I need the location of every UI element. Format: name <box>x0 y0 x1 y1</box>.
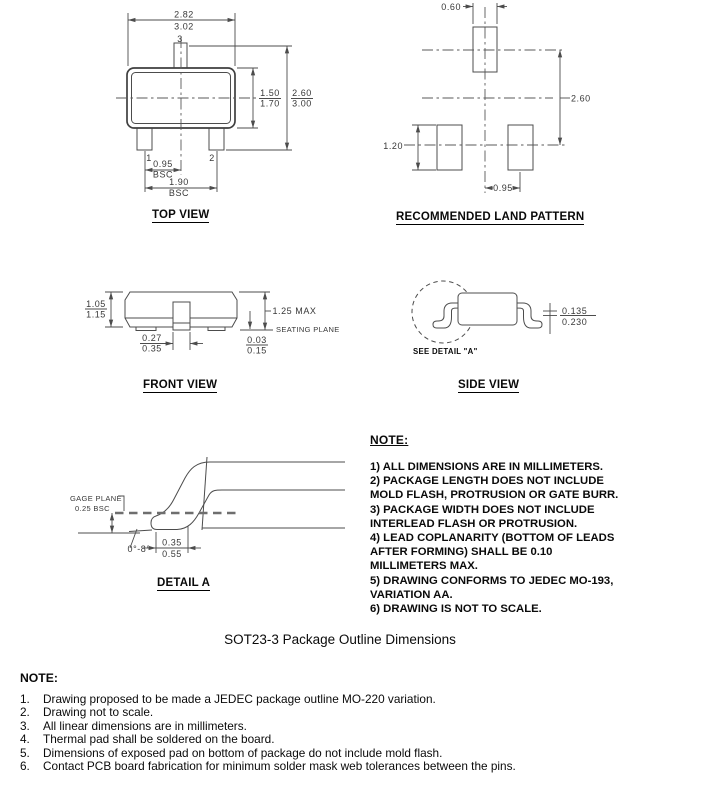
dim-top-width-nom: 2.82 <box>174 9 194 20</box>
drawing-notes-heading: NOTE: <box>370 433 409 447</box>
dim-lp-row-spacing: 2.60 <box>571 93 591 104</box>
pin3-number: 3 <box>177 34 183 44</box>
page-note-item <box>20 693 690 706</box>
top-view-label: TOP VIEW <box>152 209 210 221</box>
drawing-note-item: 3) PACKAGE WIDTH DOES NOT INCLUDE INTERLEAD FLASH OR PROTRUSION. <box>370 503 595 530</box>
dim-lead-angle: 0°-8° <box>127 544 151 554</box>
page-title: SOT23-3 Package Outline Dimensions <box>224 632 456 647</box>
side-view-label: SIDE VIEW <box>458 379 520 391</box>
page-note-item <box>20 720 690 733</box>
page-notes-list <box>20 693 690 773</box>
seating-plane-label: SEATING PLANE <box>276 325 340 334</box>
dim-standoff-min: 0.03 <box>247 335 267 345</box>
drawing-note-item: 2) PACKAGE LENGTH DOES NOT INCLUDE MOLD FLASH, PROTRUSION OR GATE BURR. <box>370 475 619 502</box>
drawing-note-item: 4) LEAD COPLANARITY (BOTTOM OF LEADS AFTER FORMING) SHALL BE 0.10 MILLIMETERS MAX. <box>370 532 615 573</box>
drawing-note-item: 5) DRAWING CONFORMS TO JEDEC MO-193, VARIATION AA. <box>370 574 614 601</box>
detail-a-label: DETAIL A <box>157 577 211 589</box>
dim-body-len-min: 1.50 <box>260 88 280 98</box>
page-note-text: All linear dimensions are in millimeters. <box>43 718 247 733</box>
dim-lp-pad-height: 1.20 <box>383 141 403 151</box>
land-pattern-label: RECOMMENDED LAND PATTERN <box>396 211 585 223</box>
page-note-item <box>20 706 690 719</box>
page-note-item <box>20 760 690 773</box>
dim-foot-min: 0.35 <box>162 537 182 548</box>
dim-body-h-max: 1.15 <box>86 309 106 320</box>
page-note-number: 4. <box>20 732 30 747</box>
dim-lp-pad-width: 0.60 <box>441 2 461 12</box>
detail-a-drawing <box>70 457 345 559</box>
pin1-number: 1 <box>146 153 152 163</box>
page-note-text: Contact PCB board fabrication for minimum solder mask web tolerances between the pins. <box>43 759 516 774</box>
page-note-text: Thermal pad shall be soldered on the board. <box>43 732 275 747</box>
side-view-right-lead <box>517 303 542 328</box>
side-view-left-lead <box>433 303 458 328</box>
page-note-number: 2. <box>20 705 30 720</box>
page-note-number: 5. <box>20 745 30 760</box>
page-note-text: Dimensions of exposed pad on bottom of package do not include mold flash. <box>43 745 443 760</box>
page-note-number: 6. <box>20 759 30 774</box>
dim-standoff-max: 0.15 <box>247 345 267 356</box>
page-note-number: 3. <box>20 718 30 733</box>
page-note-text: Drawing proposed to be made a JEDEC package outline MO-220 variation. <box>43 692 436 706</box>
see-detail-a-label: SEE DETAIL "A" <box>413 347 478 356</box>
dim-height-max: 1.25 MAX <box>272 306 317 316</box>
top-view-pin2 <box>209 128 224 150</box>
dim-lead-thk-min: 0.135 <box>562 306 588 316</box>
top-view-pin1 <box>137 128 152 150</box>
dim-body-h-min: 1.05 <box>86 299 106 309</box>
dim-lead-w-min: 0.27 <box>142 333 162 343</box>
drawing-notes <box>370 433 620 616</box>
dim-lp-pad-pitch: 0.95 <box>493 183 513 193</box>
page-note-text: Drawing not to scale. <box>43 705 154 720</box>
dim-overall-len-max: 3.00 <box>292 98 312 109</box>
page-note-number: 1. <box>20 692 30 706</box>
dim-pitch: 0.95 <box>153 159 173 169</box>
dim-body-len-max: 1.70 <box>260 98 280 109</box>
dim-top-width-max: 3.02 <box>174 21 194 32</box>
dim-foot-max: 0.55 <box>162 549 182 559</box>
dim-span-bsc: BSC <box>168 188 190 198</box>
land-pad-left <box>437 125 462 170</box>
side-view-drawing <box>412 281 596 343</box>
side-view-body <box>458 293 517 325</box>
top-view-pin3 <box>174 43 187 70</box>
drawing-note-item: 6) DRAWING IS NOT TO SCALE. <box>370 603 542 616</box>
dim-overall-len-min: 2.60 <box>292 88 312 98</box>
land-pattern-drawing <box>383 2 590 193</box>
dim-lead-thk-max: 0.230 <box>562 317 588 327</box>
front-view-label: FRONT VIEW <box>143 379 218 391</box>
detail-a-lead-outline <box>151 462 345 530</box>
top-view-drawing <box>116 10 313 199</box>
dim-lead-w-max: 0.35 <box>142 343 162 354</box>
land-pad-right <box>508 125 533 170</box>
page-note-item <box>20 733 690 746</box>
dim-span: 1.90 <box>169 177 189 187</box>
page-notes-heading: NOTE: <box>20 671 58 685</box>
dim-pitch-bsc: BSC <box>152 169 174 180</box>
gage-plane-label: GAGE PLANE <box>70 494 122 503</box>
pin2-number: 2 <box>209 153 215 163</box>
front-view-drawing <box>85 292 340 356</box>
drawing-note-item: 1) ALL DIMENSIONS ARE IN MILLIMETERS. <box>370 461 604 473</box>
front-view-center-lead <box>173 302 190 330</box>
page-note-item <box>20 747 690 760</box>
gage-offset-label: 0.25 BSC <box>75 504 110 513</box>
